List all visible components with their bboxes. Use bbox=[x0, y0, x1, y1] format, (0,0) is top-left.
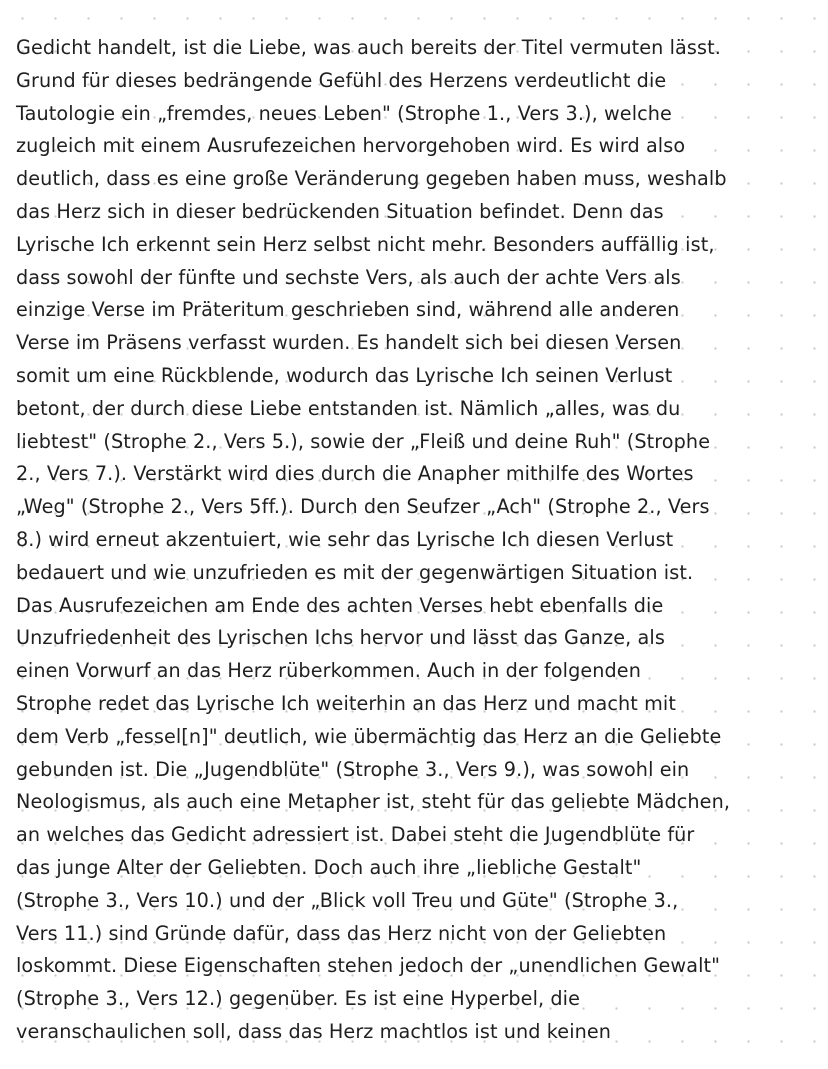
handwritten-essay-text bbox=[16, 32, 816, 1049]
text-line: veranschaulichen soll, dass das Herz machtlos ist und keinen bbox=[16, 1019, 612, 1043]
text-line: bedauert und wie unzufrieden es mit der gegenwärtigen Situation ist. bbox=[16, 560, 694, 584]
text-line: 2., Vers 7.). Verstärkt wird dies durch die Anapher mithilfe des Wortes bbox=[16, 462, 694, 486]
text-line: liebtest" (Strophe 2., Vers 5.), sowie der „Fleiß und deine Ruh" (Strophe bbox=[16, 429, 711, 453]
text-line: das junge Alter der Geliebten. Doch auch ihre „liebliche Gestalt" bbox=[16, 855, 642, 879]
text-line: deutlich, dass es eine große Veränderung gegeben haben muss, weshalb bbox=[16, 167, 727, 191]
text-line: (Strophe 3., Vers 12.) gegenüber. Es ist eine Hyperbel, die bbox=[16, 987, 581, 1011]
text-line: einen Vorwurf an das Herz rüberkommen. Auch in der folgenden bbox=[16, 659, 641, 683]
text-line: somit um eine Rückblende, wodurch das Lyrische Ich seinen Verlust bbox=[16, 363, 673, 387]
text-line: an welches das Gedicht adressiert ist. Dabei steht die Jugendblüte für bbox=[16, 823, 695, 847]
text-line: 8.) wird erneut akzentuiert, wie sehr das Lyrische Ich diesen Verlust bbox=[16, 527, 674, 551]
text-line: dass sowohl der fünfte und sechste Vers, als auch der achte Vers als bbox=[16, 265, 681, 289]
text-line: zugleich mit einem Ausrufezeichen hervorgehoben wird. Es wird also bbox=[16, 134, 686, 158]
text-line: einzige Verse im Präteritum geschrieben sind, während alle anderen bbox=[16, 298, 680, 322]
text-line: Grund für dieses bedrängende Gefühl des Herzens verdeutlicht die bbox=[16, 68, 667, 92]
text-line: (Strophe 3., Vers 10.) und der „Blick voll Treu und Güte" (Strophe 3., bbox=[16, 888, 679, 912]
text-line: „Weg" (Strophe 2., Vers 5ff.). Durch den Seufzer „Ach" (Strophe 2., Vers bbox=[16, 495, 710, 519]
text-line: Tautologie ein „fremdes, neues Leben" (Strophe 1., Vers 3.), welche bbox=[16, 101, 672, 125]
text-line: Das Ausrufezeichen am Ende des achten Verses hebt ebenfalls die bbox=[16, 593, 664, 617]
text-line: Neologismus, als auch eine Metapher ist, steht für das geliebte Mädchen, bbox=[16, 790, 731, 814]
text-line: betont, der durch diese Liebe entstanden ist. Nämlich „alles, was du bbox=[16, 396, 681, 420]
text-line: Vers 11.) sind Gründe dafür, dass das Herz nicht von der Geliebten bbox=[16, 921, 667, 945]
text-line: das Herz sich in dieser bedrückenden Situation befindet. Denn das bbox=[16, 199, 664, 223]
text-line: Unzufriedenheit des Lyrischen Ichs hervor und lässt das Ganze, als bbox=[16, 626, 665, 650]
text-line: loskommt. Diese Eigenschaften stehen jedoch der „unendlichen Gewalt" bbox=[16, 954, 721, 978]
text-line: gebunden ist. Die „Jugendblüte" (Strophe 3., Vers 9.), was sowohl ein bbox=[16, 757, 690, 781]
text-line: Lyrische Ich erkennt sein Herz selbst nicht mehr. Besonders auffällig ist, bbox=[16, 232, 715, 256]
text-line: Gedicht handelt, ist die Liebe, was auch bereits der Titel vermuten lässt. bbox=[16, 36, 721, 59]
text-line: Verse im Präsens verfasst wurden. Es handelt sich bei diesen Versen bbox=[16, 331, 682, 355]
text-line: dem Verb „fessel[n]" deutlich, wie übermächtig das Herz an die Geliebte bbox=[16, 724, 722, 748]
text-line: Strophe redet das Lyrische Ich weiterhin an das Herz und macht mit bbox=[16, 691, 676, 715]
